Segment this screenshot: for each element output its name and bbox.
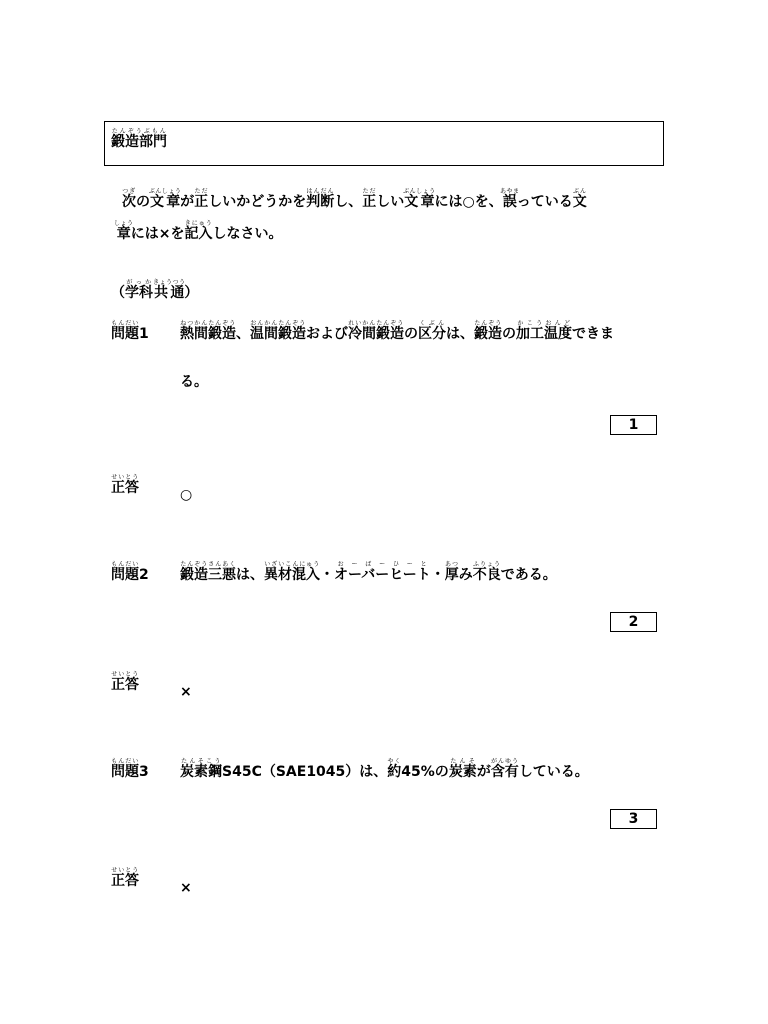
instruction-line-2: 章しょうには×を記入きにゅうしなさい。 [114,220,283,242]
answer-2-value: × [180,684,192,700]
question-2-number-box: 2 [610,612,657,632]
answer-3-label: 正答せいとう [111,867,139,889]
header-box [104,121,664,166]
question-3-line-1: 炭素鋼たんそこうS45C（SAE1045）は、約やく45%の炭素たんそが含有がんゆうしている。 [180,758,589,780]
question-3-label: 問題もんだい3 [111,758,149,780]
question-1-line-2: る。 [180,374,208,390]
header-title: 鍛造部門たんぞうぶもん [111,128,167,150]
question-1-line-1: 熱間鍛造ねつかんたんぞう、温間鍛造おんかんたんぞうおよび冷間鍛造れいかんたんぞうの区分くぶんは、鍛造たんぞうの加工温度かこうおんどできま [180,320,614,342]
question-2-label: 問題もんだい2 [111,561,149,583]
section-heading: （学科がっか共通きょうつう） [111,279,199,301]
answer-2-label: 正答せいとう [111,671,139,693]
question-1-label: 問題もんだい1 [111,320,149,342]
question-1-number-box: 1 [610,415,657,435]
answer-3-value: × [180,880,192,896]
instruction-line-1: 次つぎの文章ぶんしょうが正ただしいかどうかを判断はんだんし、正ただしい文章ぶんしょうには○を、誤あやまっている文ぶん [122,188,587,210]
question-2-line-1: 鍛造三悪たんぞうさんあくは、異材混入いざいこんにゅう・オーバーヒートおーばーひーと・厚あつみ不良ふりょうである。 [180,561,557,583]
answer-1-value: ○ [180,487,193,503]
answer-1-label: 正答せいとう [111,474,139,496]
question-3-number-box: 3 [610,809,657,829]
